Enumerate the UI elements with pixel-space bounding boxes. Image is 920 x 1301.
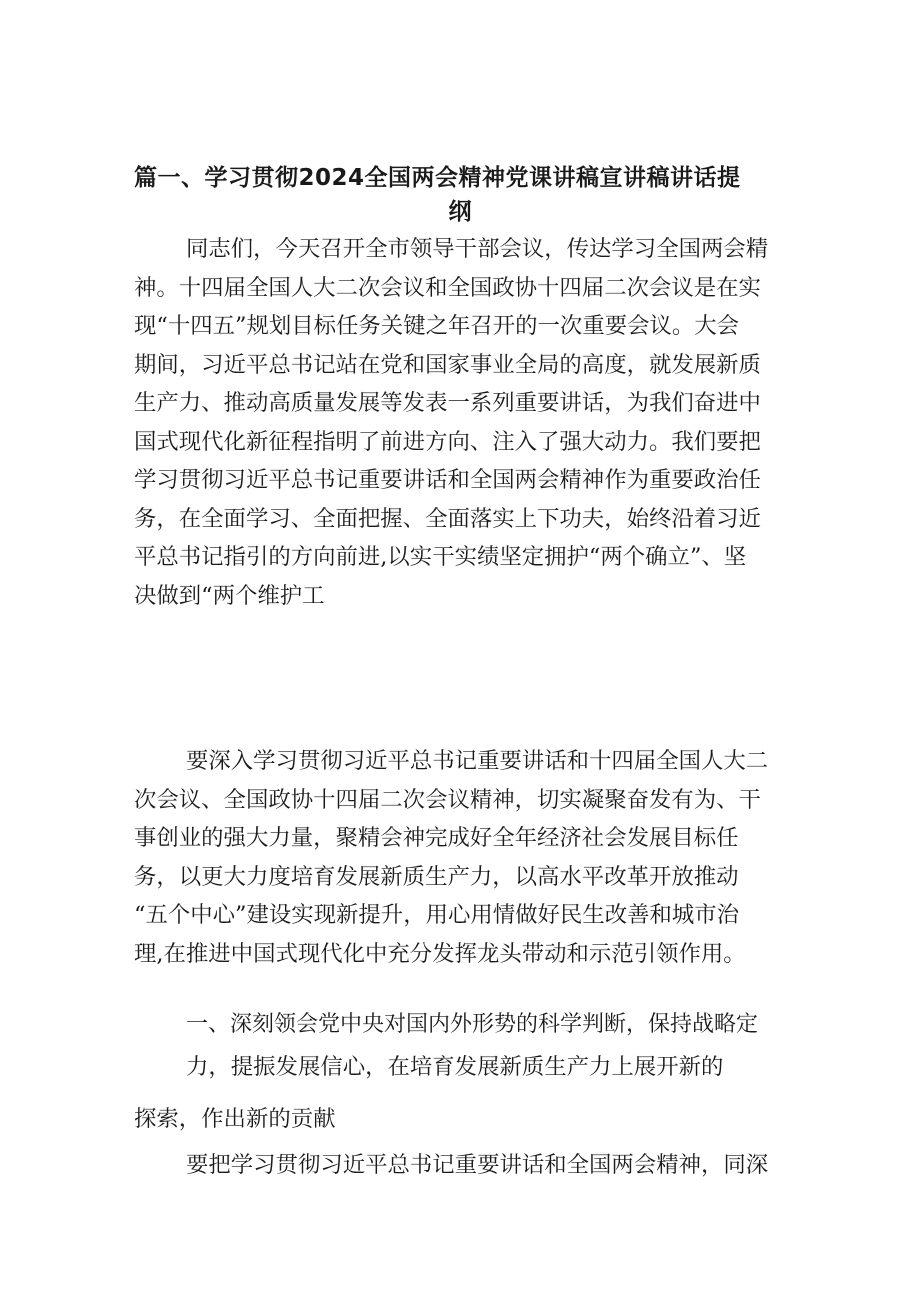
document-title-continuation: 纲	[448, 199, 472, 225]
section-heading-end: 探索，作出新的贡献	[134, 1106, 336, 1132]
paragraph-second	[134, 742, 794, 973]
document-title: 篇一、学习贯彻2024全国两会精神党课讲稿宣讲稿讲话提	[134, 165, 741, 191]
paragraph-line: 平总书记指引的方向前进,以实干实绩坚定拥护“两个确立”、坚	[134, 544, 747, 570]
paragraph-line: 事创业的强大力量，聚精会神完成好全年经济社会发展目标任	[134, 825, 739, 851]
paragraph-line: 神。十四届全国人大二次会议和全国政协十四届二次会议是在实	[134, 274, 761, 301]
paragraph-line: 要深入学习贯彻习近平总书记重要讲话和十四届全国人大二	[186, 748, 769, 774]
paragraph-third	[134, 1146, 794, 1185]
paragraph-line: “五个中心”建设实现新提升，用心用情做好民生改善和城市治	[134, 902, 740, 928]
paragraph-line: 国式现代化新征程指明了前进方向、注入了强大动力。我们要把	[134, 428, 761, 455]
paragraph-line: 务，在全面学习、全面把握、全面落实上下功夫，始终沿着习近	[134, 505, 761, 532]
paragraph-line: 务，以更大力度培育发展新质生产力，以高水平改革开放推动	[134, 863, 739, 890]
paragraph-line: 理,在推进中国式现代化中充分发挥龙头带动和示范引领作用。	[134, 940, 746, 967]
paragraph-intro	[134, 230, 794, 615]
section-heading-continuation: 力，提振发展信心，在培育发展新质生产力上展开新的	[186, 1054, 724, 1080]
paragraph-line: 生产力、推动高质量发展等发表一系列重要讲话，为我们奋进中	[134, 390, 761, 416]
paragraph-line: 同志们，今天召开全市领导干部会议，传达学习全国两会精	[186, 236, 769, 262]
paragraph-line: 期间，习近平总书记站在党和国家事业全局的高度，就发展新质	[134, 351, 761, 378]
paragraph-line: 决做到“两个维护工	[134, 582, 325, 609]
section-heading: 一、深刻领会党中央对国内外形势的科学判断，保持战略定	[186, 1012, 759, 1037]
paragraph-line: 学习贯彻习近平总书记重要讲话和全国两会精神作为重要政治任	[134, 467, 761, 493]
paragraph-line: 现“十四五”规划目标任务关键之年召开的一次重要会议。大会	[134, 313, 740, 339]
paragraph-line: 次会议、全国政协十四届二次会议精神，切实凝聚奋发有为、干	[134, 786, 761, 813]
paragraph-line: 要把学习贯彻习近平总书记重要讲话和全国两会精神，同深	[186, 1152, 769, 1178]
